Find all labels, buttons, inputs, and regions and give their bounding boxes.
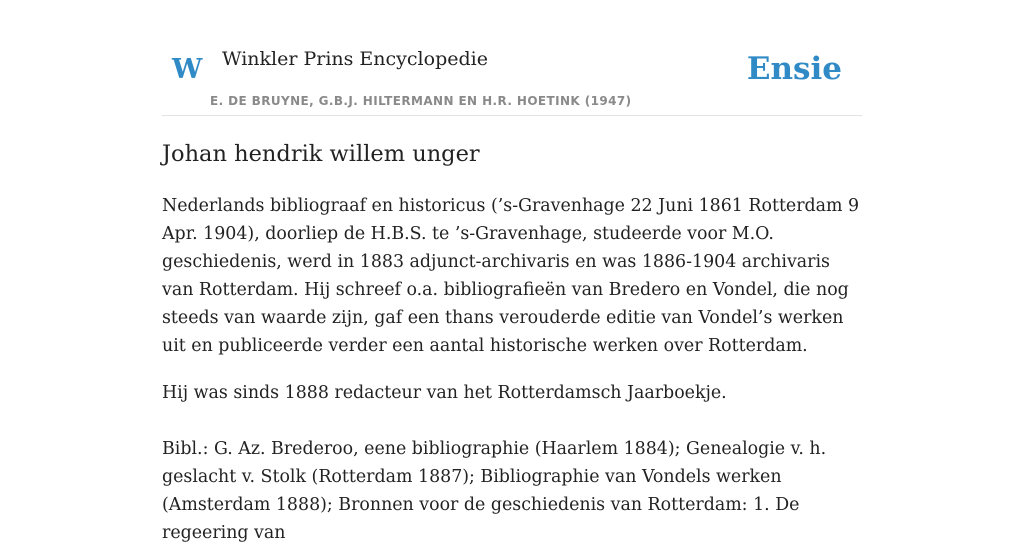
- article-body: [162, 192, 862, 547]
- ensie-brand-link[interactable]: Ensie: [746, 51, 842, 87]
- content-container: [162, 0, 862, 543]
- authors-line: E. DE BRUYNE, G.B.J. HILTERMANN EN H.R. HOETINK (1947): [210, 94, 632, 108]
- source-header: [162, 0, 862, 116]
- article-paragraph: Nederlands bibliograaf en historicus (’s-Gravenhage 22 Juni 1861 Rotterdam 9 Apr. 1904), doorliep de H.B.S. te ’s-Gravenhage, studeerde voor M.O. geschiedenis, werd in 1883 adjunct-archivaris en was 1886-1904 archivaris van Rotterdam. Hij schreef o.a. bibliografieën van Bredero en Vondel, die nog steeds van waarde zijn, gaf een thans verouderde editie van Vondel’s werken uit en publiceerde verder een aantal historische werken over Rotterdam.: [162, 196, 860, 356]
- book-title[interactable]: Winkler Prins Encyclopedie: [222, 48, 488, 70]
- winkler-prins-logo-icon[interactable]: W: [172, 54, 203, 85]
- bibliography-paragraph: Bibl.: G. Az. Brederoo, eene bibliographie (Haarlem 1884); Genealogie v. h. geslacht v. Stolk (Rotterdam 1887); Bibliographie van Vondels werken (Amsterdam 1888); Bronnen voor de geschiedenis van Rotterdam: 1. De regeering van: [162, 439, 827, 543]
- article-paragraph: Hij was sinds 1888 redacteur van het Rotterdamsch Jaarboekje.: [162, 383, 727, 403]
- article-title: Johan hendrik willem unger: [162, 141, 480, 167]
